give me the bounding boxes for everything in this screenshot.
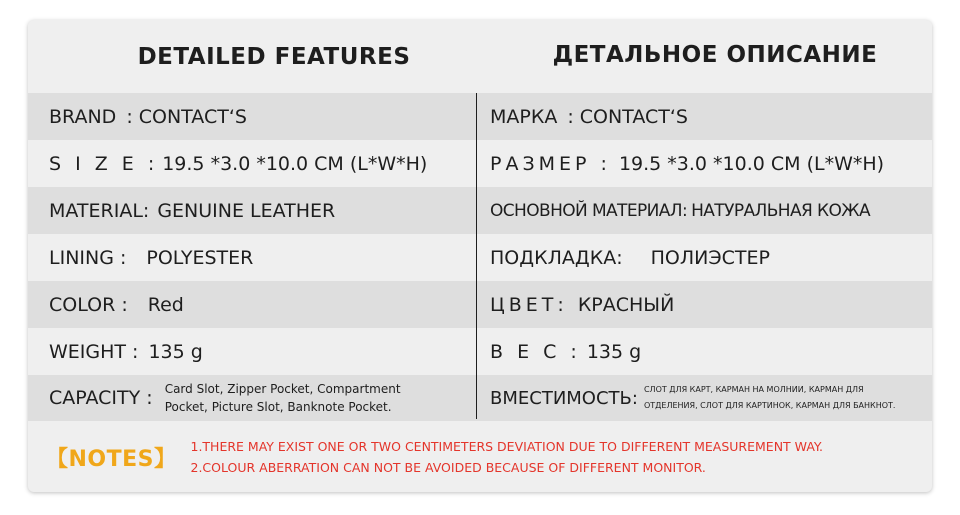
- brand-sep-ru: :: [567, 105, 574, 128]
- lining-value-ru: ПОЛИЭСТЕР: [650, 246, 770, 269]
- size-label: S I Z E: [49, 152, 138, 175]
- brand-en: [49, 93, 489, 140]
- material-value-ru: НАТУРАЛЬНАЯ КОЖА: [691, 200, 870, 221]
- notes-badge: 【NOTES】: [46, 446, 177, 472]
- brand-sep: :: [126, 105, 133, 128]
- brand-value: CONTACT‘S: [138, 105, 247, 128]
- brand-value-ru: CONTACT‘S: [579, 105, 688, 128]
- brand-ru: [490, 93, 930, 140]
- color-label-ru: ЦВЕТ:: [490, 293, 568, 316]
- size-ru: [490, 140, 930, 187]
- capacity-ru: [490, 375, 930, 421]
- capacity-value-ru: [644, 382, 896, 414]
- capacity-value: [165, 380, 401, 416]
- color-en: [49, 281, 489, 328]
- notes-line1: 1.THERE MAY EXIST ONE OR TWO CENTIMETERS DEVIATION DUE TO DIFFERENT MEASUREMENT WAY.: [190, 439, 823, 454]
- lining-ru: [490, 234, 930, 281]
- weight-label: WEIGHT :: [49, 340, 139, 363]
- size-sep: :: [147, 152, 155, 175]
- notes-text: [191, 436, 823, 478]
- row-size: [28, 140, 932, 187]
- row-color: [28, 281, 932, 328]
- capacity-value-line2: Pocket, Picture Slot, Banknote Pocket.: [164, 400, 392, 414]
- row-weight: [28, 328, 932, 375]
- brand-label-ru: МАРКА: [490, 105, 558, 128]
- row-lining: [28, 234, 932, 281]
- capacity-label: CAPACITY :: [49, 387, 153, 409]
- capacity-value-ru-line2: ОТДЕЛЕНИЯ, СЛОТ ДЛЯ КАРТИНОК, КАРМАН ДЛЯ БАНКНОТ.: [643, 401, 896, 410]
- color-label: COLOR :: [49, 293, 128, 316]
- capacity-value-ru-line1: СЛОТ ДЛЯ КАРТ, КАРМАН НА МОЛНИИ, КАРМАН ДЛЯ: [643, 385, 864, 394]
- color-value: Red: [147, 293, 184, 316]
- row-capacity: [28, 375, 932, 421]
- column-divider: [476, 93, 477, 419]
- brand-label: BRAND: [49, 105, 117, 128]
- size-value: 19.5 *3.0 *10.0 CM (L*W*H): [162, 152, 428, 175]
- row-material: [28, 187, 932, 234]
- color-ru: [490, 281, 930, 328]
- material-value: GENUINE LEATHER: [157, 199, 336, 222]
- size-en: [49, 140, 489, 187]
- weight-value-ru: 135 g: [586, 340, 642, 363]
- capacity-value-line1: Card Slot, Zipper Pocket, Compartment: [164, 382, 401, 396]
- lining-label: LINING :: [49, 246, 127, 269]
- material-ru: [490, 187, 930, 234]
- material-label: MATERIAL:: [49, 199, 150, 222]
- size-value-ru: 19.5 *3.0 *10.0 CM (L*W*H): [618, 152, 885, 175]
- color-value-ru: КРАСНЫЙ: [577, 293, 675, 316]
- heading-en: DETAILED FEATURES: [137, 44, 411, 70]
- lining-value: POLYESTER: [146, 246, 254, 269]
- weight-ru: [490, 328, 930, 375]
- row-brand: [28, 93, 932, 140]
- capacity-label-ru: ВМЕСТИМОСТЬ:: [490, 387, 638, 409]
- lining-label-ru: ПОДКЛАДКА:: [490, 246, 623, 269]
- weight-en: [49, 328, 489, 375]
- capacity-en: [49, 375, 489, 421]
- weight-label-ru: В Е С :: [490, 340, 581, 363]
- heading-ru: ДЕТАЛЬНОЕ ОПИСАНИЕ: [552, 42, 878, 68]
- notes-section: [46, 436, 823, 478]
- material-label-ru: ОСНОВНОЙ МАТЕРИАЛ:: [490, 200, 688, 221]
- notes-line2: 2.COLOUR ABERRATION CAN NOT BE AVOIDED BECAUSE OF DIFFERENT MONITOR.: [190, 460, 706, 475]
- weight-value: 135 g: [148, 340, 203, 363]
- material-en: [49, 187, 489, 234]
- lining-en: [49, 234, 489, 281]
- size-label-ru: РАЗМЕР :: [490, 152, 611, 175]
